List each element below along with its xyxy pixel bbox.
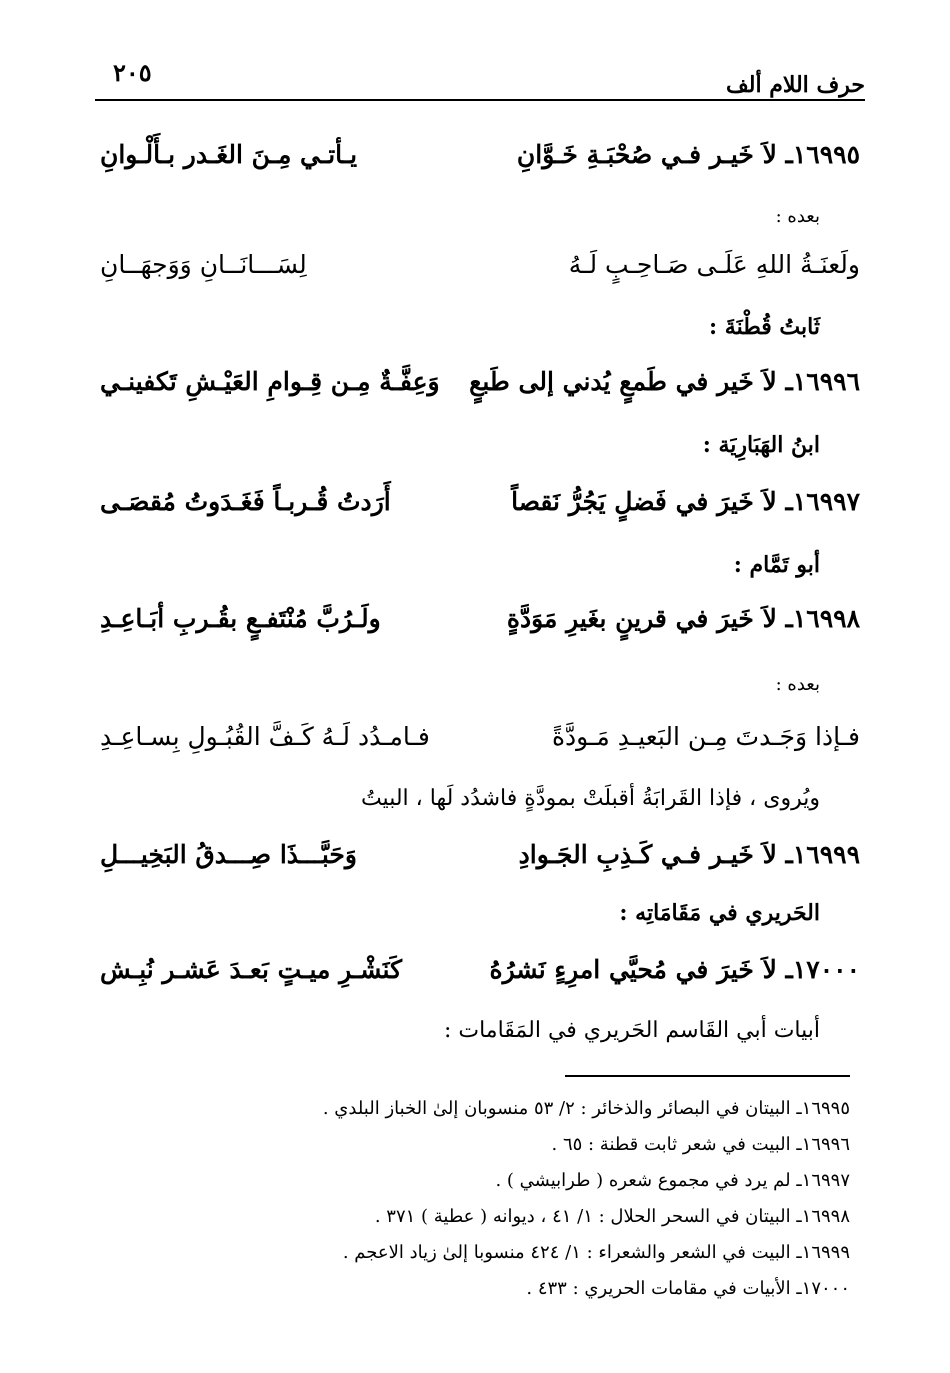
poet-name: ثَابتُ قُطْنَةَ : [709, 314, 820, 340]
footnote: ١٧٠٠٠ـ الأبيات في مقامات الحريري : ٤٣٣ . [526, 1278, 850, 1299]
footnote-rule [565, 1075, 850, 1077]
verse-16995 [100, 140, 860, 184]
hemistich-second: لِسَـــانَــانِ وَوَجهَــانِ [100, 250, 307, 279]
page-number: ٢٠٥ [113, 58, 152, 87]
hemistich-second: فـامـدُد لَـهُ كَـفَّ القُبُـولِ بِسـاعِـدِ [100, 722, 430, 751]
footnote: ١٦٩٩٧ـ لم يرد في مجموع شعره ( طرابيشي ) . [495, 1170, 850, 1191]
hemistich-first: ١٧٠٠٠ـ لاَ خَيرَ في مُحيَّي امرِءٍ نَشرُهُ [489, 955, 860, 984]
verse-16999 [100, 840, 860, 884]
poet-name: الحَريري في مَقَامَاتِه : [619, 900, 820, 926]
verse-16997 [100, 487, 860, 531]
hemistich-second: وَعِفَّـةٌ مِـن قِـوامِ العَيْـشِ تَكفينـي [100, 367, 440, 396]
hemistich-first: ١٦٩٩٥ـ لاَ خَيـر فـي صُحْبَـةِ خَـوَّانِ [516, 140, 860, 169]
footnote: ١٦٩٩٦ـ البيت في شعر ثابت قطنة : ٦٥ . [551, 1134, 850, 1155]
running-title: حرف اللام ألف [725, 72, 865, 98]
poet-name: أبو تَمَّام : [733, 552, 820, 578]
hemistich-second: كَنَشْـرِ ميـتٍ بَعـدَ عَشـر نُبِـش [100, 955, 402, 984]
verse-16998 [100, 604, 860, 648]
hemistich-first: فـإذا وَجَـدتَ مِـن البَعيـدِ مَـودَّةً [551, 722, 860, 751]
verse-continuation [100, 722, 860, 766]
header-rule [95, 99, 865, 101]
hemistich-second: أَرَدتُ قُـربـاً فَغَـدَوتُ مُقصَـى [100, 487, 391, 516]
variant-reading: ويُروى ، فإذا القَرابَةُ أقبلَتْ بمودَّةٍ فاشدُد لَها ، البيتُ [360, 786, 820, 811]
hemistich-first: ١٦٩٩٨ـ لاَ خَيرَ في قرينٍ بغَيرِ مَوَدَّةٍ [506, 604, 860, 633]
intro-text: أبيات أبي القَاسم الحَريري في المَقَامات : [443, 1018, 820, 1043]
page-header [95, 52, 865, 102]
attribution-label: بعده : [775, 206, 820, 227]
verse-16996 [100, 367, 860, 411]
footnote: ١٦٩٩٥ـ البيتان في البصائر والذخائر : ٢/ ٥٣ منسوبان إلىٰ الخباز البلدي . [322, 1098, 850, 1119]
hemistich-second: ولَـرُبَّ مُنْتَفـعٍ بقُـربِ أبَـاعِـدِ [100, 604, 381, 633]
footnote: ١٦٩٩٨ـ البيتان في السحر الحلال : ١/ ٤١ ، ديوانه ( عطية ) ٣٧١ . [374, 1206, 850, 1227]
hemistich-first: ولَعنَـةُ اللهِ عَلَـى صَـاحِـبٍ لَـهُ [568, 250, 860, 279]
attribution-label: بعده : [775, 674, 820, 695]
hemistich-second: وَحَبَّـــذَا صِـــدقُ البَخِيـــلِ [100, 840, 357, 869]
verse-17000 [100, 955, 860, 999]
hemistich-first: ١٦٩٩٧ـ لاَ خَيرَ في فَضلٍ يَجُرُّ نَقصاً [511, 487, 860, 516]
poet-name: ابنُ الهَبَارِيَة : [702, 432, 820, 458]
hemistich-first: ١٦٩٩٩ـ لاَ خَيـر فـي كَـذِبِ الجَـوادِ [518, 840, 860, 869]
hemistich-first: ١٦٩٩٦ـ لاَ خَير في طَمعٍ يُدني إلى طَبعٍ [469, 367, 860, 396]
footnote: ١٦٩٩٩ـ البيت في الشعر والشعراء : ١/ ٤٢٤ منسوبا إلىٰ زياد الاعجم . [342, 1242, 850, 1263]
hemistich-second: يـأتـي مِـنَ الغَـدر بـأَلْـوانِ [100, 140, 358, 169]
verse-continuation [100, 250, 860, 294]
